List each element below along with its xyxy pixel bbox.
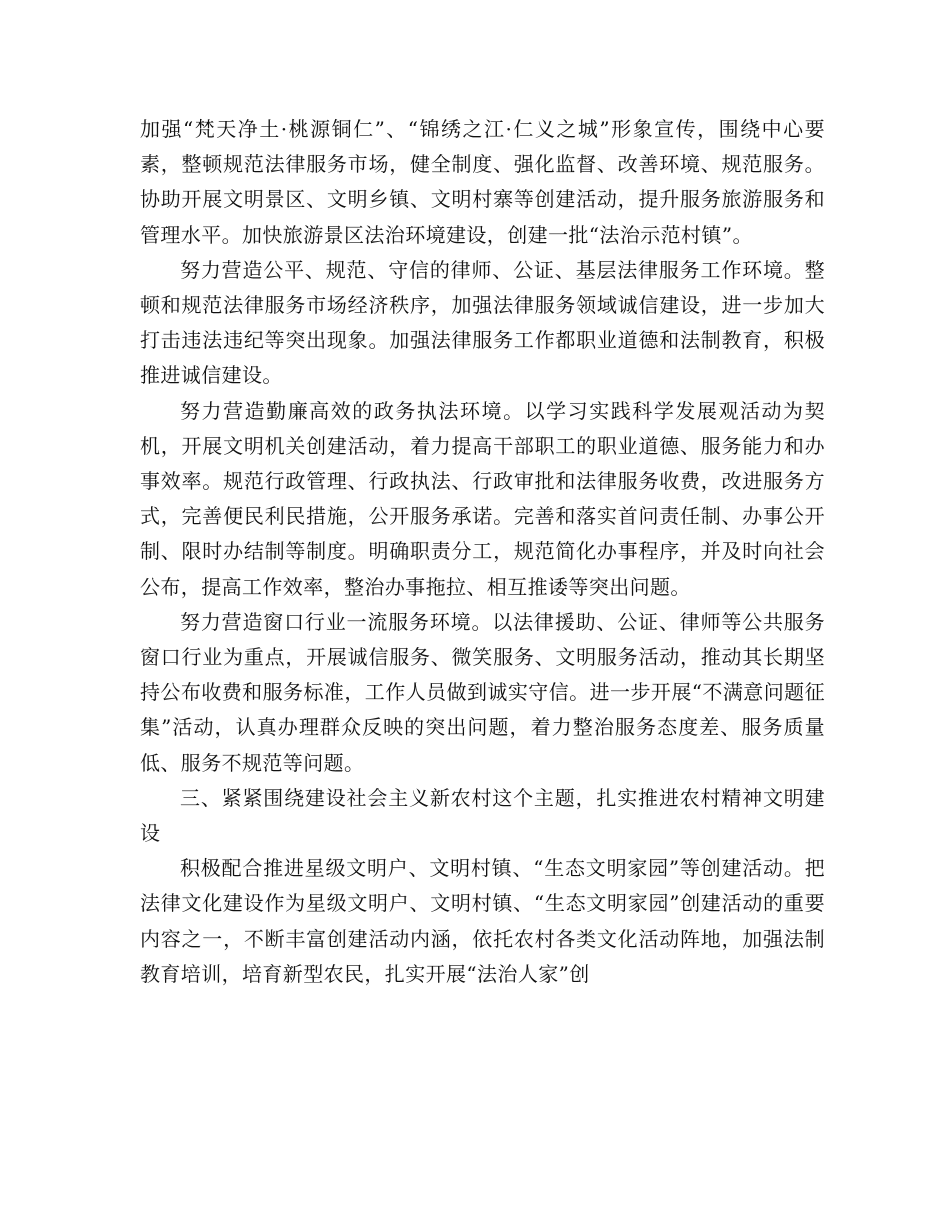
paragraph-5: 积极配合推进星级文明户、文明村镇、“生态文明家园”等创建活动。把法律文化建设作为星级文明户、文明村镇、“生态文明家园”创建活动的重要内容之一，不断丰富创建活动内涵，依托农村各类文化活动阵地，加强法制教育培训，培育新型农民，扎实开展“法治人家”创: [140, 856, 825, 986]
paragraph-4: 努力营造窗口行业一流服务环境。以法律援助、公证、律师等公共服务窗口行业为重点，开展诚信服务、微笑服务、文明服务活动，推动其长期坚持公布收费和服务标准，工作人员做到诚实守信。进一步开展“不满意问题征集”活动，认真办理群众反映的突出问题，着力整治服务态度差、服务质量低、服务不规范等问题。: [140, 609, 825, 775]
paragraph-1: 加强“梵天净土·桃源铜仁”、“锦绣之江·仁义之城”形象宣传，围绕中心要素，整顿规范法律服务市场，健全制度、强化监督、改善环境、规范服务。协助开展文明景区、文明乡镇、文明村寨等创建活动，提升服务旅游服务和管理水平。加快旅游景区法治环境建设，创建一批“法治示范村镇”。: [140, 117, 825, 247]
document-body: [140, 112, 825, 992]
section-heading-3: 三、紧紧围绕建设社会主义新农村这个主题，扎实推进农村精神文明建设: [140, 785, 825, 846]
paragraph-3: 努力营造勤廉高效的政务执法环境。以学习实践科学发展观活动为契机，开展文明机关创建活动，着力提高干部职工的职业道德、服务能力和办事效率。规范行政管理、行政执法、行政审批和法律服务收费，改进服务方式，完善便民利民措施，公开服务承诺。完善和落实首问责任制、办事公开制、限时办结制等制度。明确职责分工，规范简化办事程序，并及时向社会公布，提高工作效率，整治办事拖拉、相互推诿等突出问题。: [140, 398, 825, 599]
paragraph-2: 努力营造公平、规范、守信的律师、公证、基层法律服务工作环境。整顿和规范法律服务市场经济秩序，加强法律服务领域诚信建设，进一步加大打击违法违纪等突出现象。加强法律服务工作都职业道德和法制教育，积极推进诚信建设。: [140, 257, 825, 388]
